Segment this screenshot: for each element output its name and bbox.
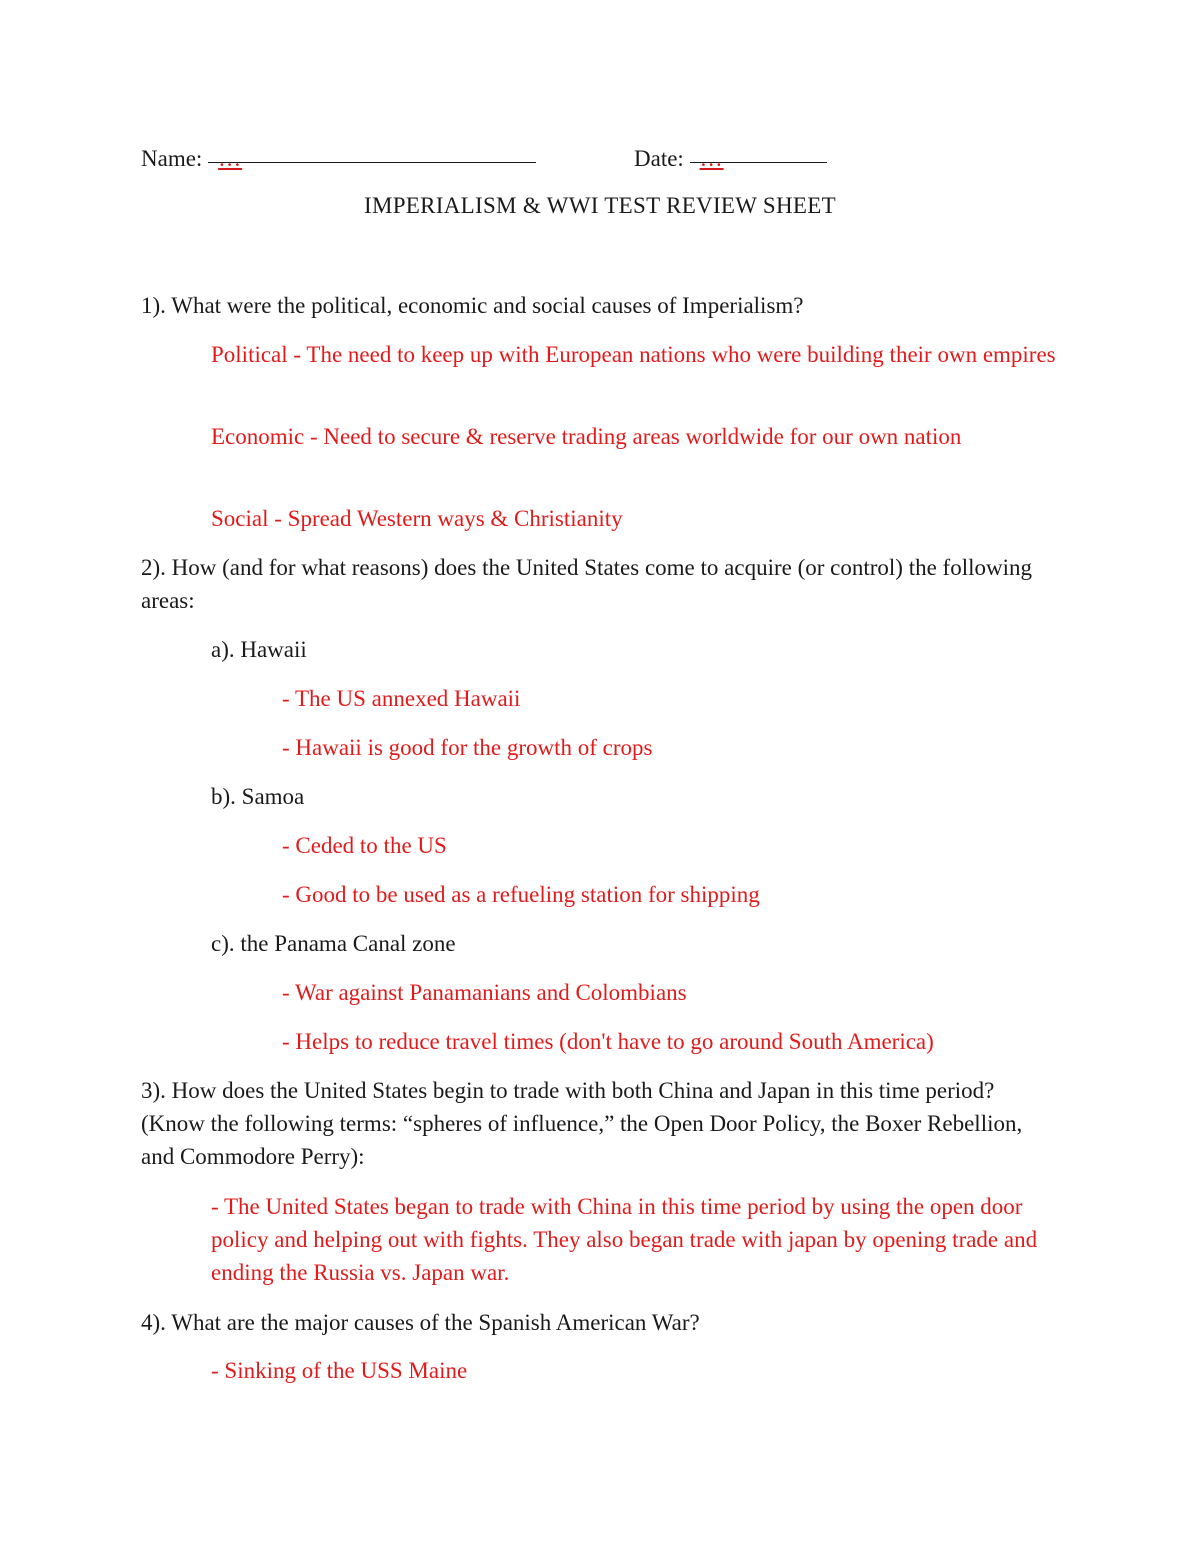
answer-2b-2: - Good to be used as a refueling station for shipping xyxy=(282,882,760,907)
answer-2a-1: - The US annexed Hawaii xyxy=(282,686,521,711)
name-label: Name: xyxy=(141,146,203,171)
question-2b-label: b). Samoa xyxy=(211,784,305,809)
answer-2b-1: - Ceded to the US xyxy=(282,833,447,858)
question-1: 1). What were the political, economic and social causes of Imperialism? xyxy=(141,293,804,318)
date-group xyxy=(634,142,827,176)
name-value: … xyxy=(218,146,243,171)
question-2c-label: c). the Panama Canal zone xyxy=(211,931,456,956)
date-value: … xyxy=(699,146,724,171)
answer-4: - Sinking of the USS Maine xyxy=(211,1358,468,1383)
question-3: 3). How does the United States begin to trade with both China and Japan in this time period? (Know the following terms: “spheres of influence,” the Open Door Policy, the Boxer Rebellion, and Commodore Perry): xyxy=(141,1078,1023,1169)
question-2a-label: a). Hawaii xyxy=(211,637,307,662)
answer-2a-2: - Hawaii is good for the growth of crops xyxy=(282,735,653,760)
answer-2c-1: - War against Panamanians and Colombians xyxy=(282,980,687,1005)
page-title: IMPERIALISM & WWI TEST REVIEW SHEET xyxy=(364,193,836,218)
answer-1-political: Political - The need to keep up with European nations who were building their own empires xyxy=(211,342,1056,367)
question-4: 4). What are the major causes of the Spanish American War? xyxy=(141,1310,700,1335)
header-fields xyxy=(141,142,901,176)
answer-3: - The United States began to trade with China in this time period by using the open door policy and helping out with fights. They also began trade with japan by opening trade and ending the Russia vs. Japan war. xyxy=(211,1194,1038,1285)
date-label: Date: xyxy=(634,146,684,171)
date-field[interactable] xyxy=(690,142,827,171)
answer-1-social: Social - Spread Western ways & Christianity xyxy=(211,506,623,531)
answer-2c-2: - Helps to reduce travel times (don't have to go around South America) xyxy=(282,1029,934,1054)
name-field[interactable] xyxy=(208,142,536,171)
answer-1-economic: Economic - Need to secure & reserve trading areas worldwide for our own nation xyxy=(211,424,962,449)
question-2: 2). How (and for what reasons) does the United States come to acquire (or control) the following areas: xyxy=(141,555,1032,613)
